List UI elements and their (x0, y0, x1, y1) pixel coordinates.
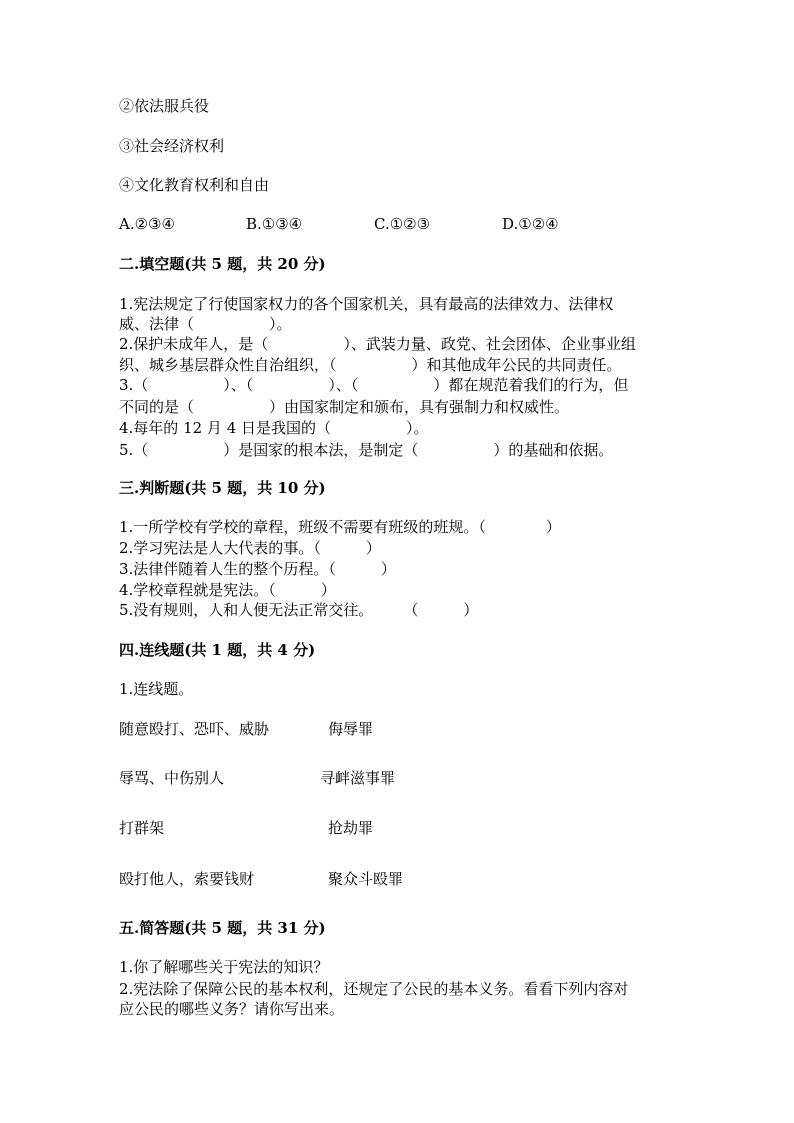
fill-blank-line: 1.宪法规定了行使国家权力的各个国家机关，具有最高的法律效力、法律权 (119, 295, 614, 313)
matching-left-item: 殴打他人，索要钱财 (119, 870, 255, 888)
option-item-3: ③社会经济权利 (119, 137, 225, 155)
fill-blank-line: 织、城乡基层群众性自治组织，（ ）和其他成年公民的共同责任。 (119, 356, 622, 374)
fill-blank-line: 2.保护未成年人，是（ ）、武装力量、政党、社会团体、企业事业组 (119, 335, 636, 353)
matching-left-item: 打群架 (119, 819, 165, 837)
true-false-line: 2.学习宪法是人大代表的事。（ ） (119, 539, 381, 557)
matching-right-item: 抢劫罪 (328, 819, 374, 837)
true-false-line: 4.学校章程就是宪法。（ ） (119, 581, 336, 599)
choice-b: B.①③④ (246, 215, 303, 233)
section-heading-matching: 四.连线题(共 1 题，共 4 分) (119, 641, 316, 659)
section-heading-true-false: 三.判断题(共 5 题，共 10 分) (119, 479, 326, 497)
fill-blank-line: 不同的是（ ）由国家制定和颁布，具有强制力和权威性。 (119, 398, 570, 416)
short-answer-line: 2.宪法除了保障公民的基本权利，还规定了公民的基本义务。看看下列内容对 (119, 980, 629, 998)
matching-prompt: 1.连线题。 (119, 680, 194, 698)
matching-right-item: 寻衅滋事罪 (320, 769, 396, 787)
matching-left-item: 辱骂、中伤别人 (119, 769, 225, 787)
section-heading-short-answer: 五.简答题(共 5 题，共 31 分) (119, 919, 326, 937)
matching-left-item: 随意殴打、恐吓、威胁 (119, 720, 270, 738)
true-false-line: 5.没有规则，人和人便无法正常交往。 （ ） (119, 601, 479, 619)
short-answer-line: 应公民的哪些义务？请你写出来。 (119, 1000, 345, 1018)
option-item-4: ④文化教育权利和自由 (119, 176, 270, 194)
short-answer-line: 1.你了解哪些关于宪法的知识？ (119, 958, 329, 976)
choice-d: D.①②④ (502, 215, 559, 233)
fill-blank-line: 威、法律（ ）。 (119, 315, 292, 333)
option-item-2: ②依法服兵役 (119, 97, 210, 115)
fill-blank-line: 5.（ ）是国家的根本法，是制定（ ）的基础和依据。 (119, 441, 614, 459)
fill-blank-line: 3.（ ）、（ ）、（ ）都在规范着我们的行为，但 (119, 376, 629, 394)
true-false-line: 1.一所学校有学校的章程，班级不需要有班级的班规。（ ） (119, 518, 561, 536)
matching-right-item: 聚众斗殴罪 (328, 870, 404, 888)
fill-blank-line: 4.每年的 12 月 4 日是我国的（ ）。 (119, 419, 429, 437)
section-heading-fill-blank: 二.填空题(共 5 题，共 20 分) (119, 255, 326, 273)
true-false-line: 3.法律伴随着人生的整个历程。（ ） (119, 560, 396, 578)
matching-right-item: 侮辱罪 (328, 720, 374, 738)
choice-c: C.①②③ (374, 215, 431, 233)
choice-a: A.②③④ (119, 215, 175, 233)
